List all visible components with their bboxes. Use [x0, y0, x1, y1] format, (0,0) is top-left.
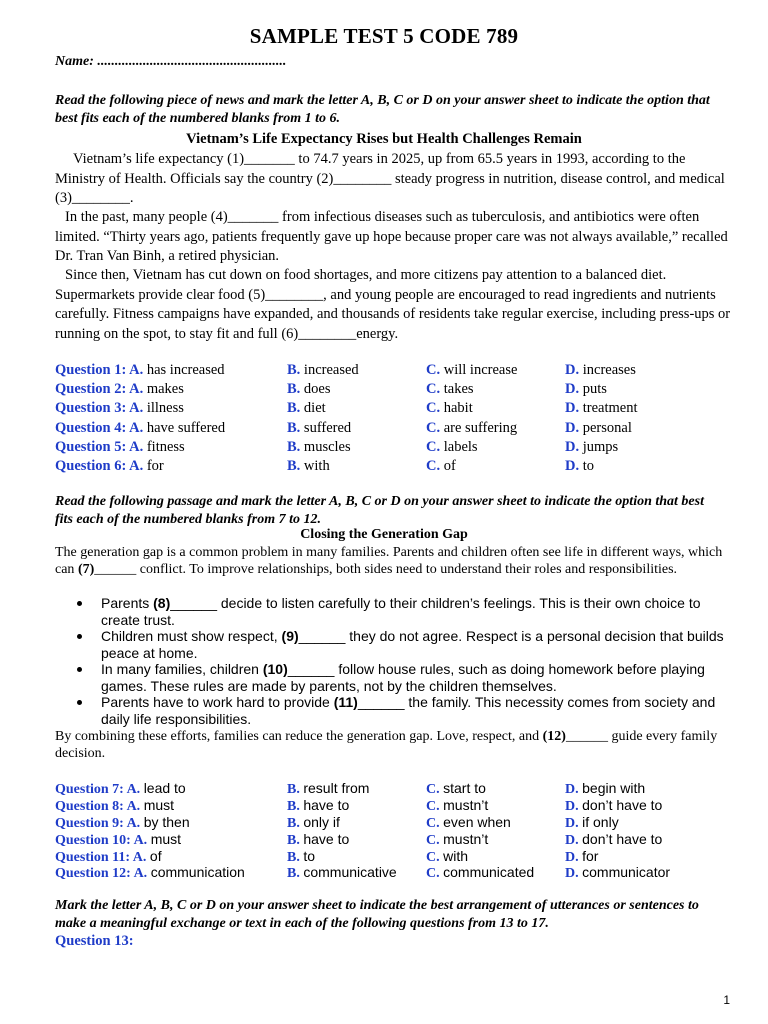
question-row: [55, 780, 735, 797]
name-field-line: Name: ......................................................: [55, 54, 287, 69]
question-option-a[interactable]: Question 9: A. by then: [55, 813, 190, 831]
question-row: [55, 814, 735, 831]
question-option-c[interactable]: C. habit: [426, 400, 473, 417]
question-option-a[interactable]: Question 2: A. makes: [55, 381, 184, 398]
question-row: [55, 864, 735, 881]
question-option-c[interactable]: C. even when: [426, 813, 511, 831]
section2-question-list: [55, 780, 735, 881]
question-option-b[interactable]: B. to: [287, 847, 316, 865]
page-number: 1: [723, 993, 730, 1007]
question-option-b[interactable]: B. increased: [287, 362, 359, 378]
question-option-d[interactable]: D. communicator: [565, 864, 671, 882]
question-option-a[interactable]: Question 5: A. fitness: [55, 438, 185, 455]
question-option-d[interactable]: D. puts: [565, 381, 607, 398]
question-option-a[interactable]: Question 12: A. communication: [55, 864, 245, 882]
question-option-d[interactable]: D. treatment: [565, 400, 638, 417]
question-option-a[interactable]: Question 6: A. for: [55, 457, 164, 474]
question-option-a[interactable]: Question 11: A. of: [55, 847, 162, 865]
question-option-b[interactable]: B. only if: [287, 813, 340, 831]
section1-paragraph-3: Since then, Vietnam has cut down on food shortages, and more citizens pay attention to a balanced diet. Supermarkets provide clear food (5)________, and young people are encouraged to read ingredients and nutrients carefully. Fitness campaigns have expanded, and thousands of residents take regular exercise, including press-ups or running on the spot, to stay fit and full (6)________energy.: [55, 267, 731, 342]
question-option-a[interactable]: Question 7: A. lead to: [55, 780, 186, 797]
question-row: [55, 381, 735, 400]
question-option-d[interactable]: D. to: [565, 457, 595, 474]
question-row: [55, 848, 735, 865]
question-option-d[interactable]: D. personal: [565, 419, 632, 436]
question-option-c[interactable]: C. will increase: [426, 362, 518, 378]
question-option-a[interactable]: Question 4: A. have suffered: [55, 419, 226, 436]
section2-bullet-list: [55, 595, 725, 727]
question-option-c[interactable]: C. with: [426, 847, 469, 865]
section1-instruction: Read the following piece of news and mark the letter A, B, C or D on your answer sheet to indicate the option that best fits each of the numbered blanks from 1 to 6.: [55, 93, 710, 126]
bullet-icon: [77, 700, 82, 705]
bullet-icon: [77, 667, 82, 672]
section1-paragraph-2: In the past, many people (4)_______ from infectious diseases such as tuberculosis, and antibiotics were often limited. “Thirty years ago, patients frequently gave up hope because proper care was not always available,” recalled Dr. Tran Van Binh, a retired physician.: [55, 209, 728, 264]
question-option-d[interactable]: D. increases: [565, 362, 636, 378]
question-option-d[interactable]: D. don’t have to: [565, 830, 663, 848]
question-row: [55, 439, 735, 458]
question-option-b[interactable]: B. suffered: [287, 419, 352, 436]
question-option-d[interactable]: D. if only: [565, 813, 619, 831]
question-option-d[interactable]: D. jumps: [565, 438, 619, 455]
bullet-icon: [77, 601, 82, 606]
section2-intro: The generation gap is a common problem in many families. Parents and children often see life in different ways, which can (7)______ conflict. To improve relationships, both sides need to understand their roles and responsibilities.: [55, 545, 723, 577]
question-option-c[interactable]: C. labels: [426, 438, 478, 455]
section2-outro: By combining these efforts, families can reduce the generation gap. Love, respect, and (12)______ guide every family decision.: [55, 729, 718, 761]
question-option-b[interactable]: B. with: [287, 457, 330, 474]
section1-article-title: Vietnam’s Life Expectancy Rises but Health Challenges Remain: [186, 131, 582, 147]
question-option-b[interactable]: B. communicative: [287, 864, 397, 882]
section2-instruction: Read the following passage and mark the letter A, B, C or D on your answer sheet to indicate the option that best fits each of the numbered blanks from 7 to 12.: [55, 494, 704, 527]
question-option-c[interactable]: C. mustn’t: [426, 796, 489, 814]
question-option-c[interactable]: C. takes: [426, 381, 474, 398]
question-option-b[interactable]: B. does: [287, 381, 331, 398]
section1-question-list: [55, 362, 735, 477]
bullet-item: Children must show respect, (9)______ they do not agree. Respect is a personal decision that builds peace at home.: [55, 628, 725, 661]
question-option-c[interactable]: C. of: [426, 457, 456, 474]
question-option-a[interactable]: Question 8: A. must: [55, 796, 175, 814]
bullet-icon: [77, 634, 82, 639]
question-13-label: Question 13:: [55, 933, 134, 949]
bullet-item: Parents (8)______ decide to listen carefully to their children’s feelings. This is their own choice to create trust.: [55, 595, 725, 628]
question-option-a[interactable]: Question 10: A. must: [55, 830, 182, 848]
question-option-c[interactable]: C. start to: [426, 780, 486, 797]
question-option-d[interactable]: D. for: [565, 847, 599, 865]
question-row: [55, 400, 735, 419]
question-option-b[interactable]: B. have to: [287, 830, 350, 848]
question-option-c[interactable]: C. communicated: [426, 864, 535, 882]
question-option-b[interactable]: B. result from: [287, 780, 370, 797]
question-option-a[interactable]: Question 3: A. illness: [55, 400, 184, 417]
question-row: [55, 831, 735, 848]
bullet-item: In many families, children (10)______ follow house rules, such as doing homework before playing games. These rules are made by parents, not by the children themselves.: [55, 661, 725, 694]
question-option-c[interactable]: C. mustn’t: [426, 830, 489, 848]
question-option-b[interactable]: B. have to: [287, 796, 350, 814]
bullet-item: Parents have to work hard to provide (11)______ the family. This necessity comes from society and daily life responsibilities.: [55, 694, 725, 727]
question-option-d[interactable]: D. begin with: [565, 780, 646, 797]
section3-instruction: Mark the letter A, B, C or D on your answer sheet to indicate the best arrangement of utterances or sentences to make a meaningful exchange or text in each of the following questions from 13 to 17.: [55, 898, 699, 931]
question-row: [55, 362, 735, 381]
section2-article-title: Closing the Generation Gap: [300, 527, 468, 542]
question-option-b[interactable]: B. diet: [287, 400, 326, 417]
page-title: SAMPLE TEST 5 CODE 789: [249, 24, 519, 48]
section1-paragraph-1: Vietnam’s life expectancy (1)_______ to 74.7 years in 2025, up from 65.5 years in 1993, according to the Ministry of Health. Officials say the country (2)________ steady progress in nutrition, disease control, and medical (3)________.: [55, 151, 725, 206]
question-row: [55, 420, 735, 439]
question-row: [55, 458, 735, 477]
question-row: [55, 797, 735, 814]
question-option-b[interactable]: B. muscles: [287, 438, 351, 455]
question-option-d[interactable]: D. don’t have to: [565, 796, 663, 814]
question-option-c[interactable]: C. are suffering: [426, 419, 518, 436]
question-option-a[interactable]: Question 1: A. has increased: [55, 362, 225, 378]
